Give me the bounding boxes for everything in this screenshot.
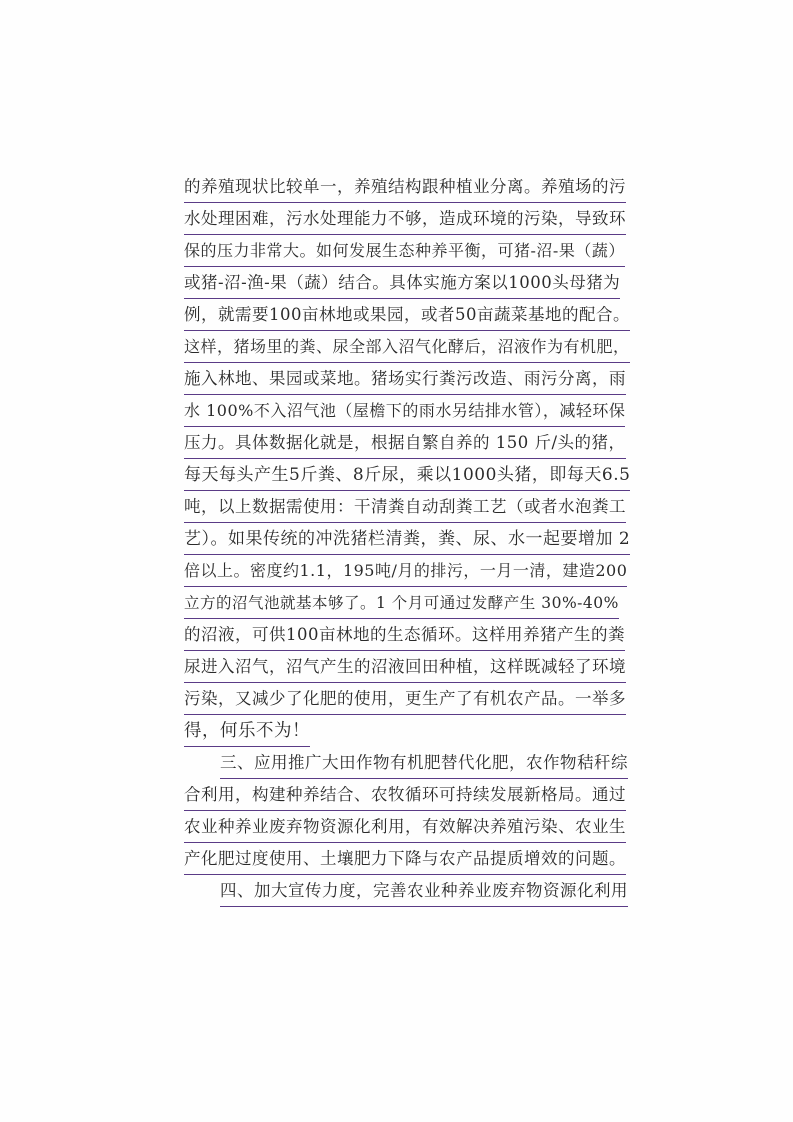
text-line xyxy=(184,811,624,843)
text-line xyxy=(184,715,624,747)
line-text: 产化肥过度使用、土壤肥力下降与农产品提质增效的问题。 xyxy=(184,845,626,875)
text-line xyxy=(184,459,631,491)
text-line xyxy=(184,363,624,395)
line-text: 农业种养业废弃物资源化利用，有效解决养殖污染、农业生 xyxy=(184,813,626,843)
line-text: 倍以上。密度约1.1，195吨/月的排污，一月一清，建造200 xyxy=(184,557,627,587)
line-text: 或猪-沼-渔-果（蔬）结合。具体实施方案以1000头母猪为 xyxy=(184,269,620,299)
text-line xyxy=(184,651,624,683)
line-text: 例，就需要100亩林地或果园，或者50亩蔬菜基地的配合。 xyxy=(184,301,630,331)
text-line xyxy=(184,779,624,811)
section-heading-line xyxy=(184,747,628,779)
line-text: 尿进入沼气，沼气产生的沼液回田种植，这样既减轻了环境 xyxy=(184,653,626,683)
text-line xyxy=(184,203,624,235)
text-line xyxy=(184,619,624,651)
line-text: 这样，猪场里的粪、尿全部入沼气化酵后，沼液作为有机肥， xyxy=(184,333,630,363)
section-heading-line xyxy=(184,875,628,907)
line-text: 艺）。如果传统的冲洗猪栏清粪，粪、尿、水一起要增加 2 xyxy=(184,525,630,555)
line-text: 合利用，构建种养结合、农牧循环可持续发展新格局。通过 xyxy=(184,781,626,811)
text-line xyxy=(184,395,624,427)
line-text: 的养殖现状比较单一，养殖结构跟种植业分离。养殖场的污 xyxy=(184,173,626,203)
text-line xyxy=(184,427,624,459)
line-text: 水处理困难，污水处理能力不够，造成环境的污染，导致环 xyxy=(184,205,626,235)
line-text: 吨，以上数据需使用：干清粪自动刮粪工艺（或者水泡粪工 xyxy=(184,493,626,523)
text-line xyxy=(184,331,630,363)
text-line xyxy=(184,683,624,715)
text-line xyxy=(184,491,624,523)
line-text: 的沼液，可供100亩林地的生态循环。这样用养猪产生的粪 xyxy=(184,621,625,651)
text-line xyxy=(184,587,624,619)
body-text xyxy=(184,171,631,907)
text-line xyxy=(184,235,624,267)
text-line xyxy=(184,523,631,555)
line-text: 得，何乐不为！ xyxy=(184,717,310,747)
line-text: 压力。具体数据化就是，根据自繁自养的 150 斤/头的猪， xyxy=(184,429,626,459)
line-text: 保的压力非常大。如何发展生态种养平衡，可猪-沼-果（蔬） xyxy=(184,237,625,267)
text-line xyxy=(184,171,624,203)
line-text: 每天每头产生5斤粪、8斤尿，乘以1000头猪，即每天6.5 xyxy=(184,461,630,491)
line-text: 立方的沼气池就基本够了。1 个月可通过发酵产生 30%-40% xyxy=(184,589,619,619)
text-line xyxy=(184,299,630,331)
line-text: 四、加大宣传力度，完善农业种养业废弃物资源化利用 xyxy=(220,877,628,907)
text-line xyxy=(184,555,628,587)
text-line xyxy=(184,843,624,875)
text-line xyxy=(184,267,624,299)
line-text: 施入林地、果园或菜地。猪场实行粪污改造、雨污分离，雨 xyxy=(184,365,626,395)
line-text: 水 100%不入沼气池（屋檐下的雨水另结排水管），减轻环保 xyxy=(184,397,625,427)
line-text: 三、应用推广大田作物有机肥替代化肥，农作物秸秆综 xyxy=(220,749,628,779)
line-text: 污染，又减少了化肥的使用，更生产了有机农产品。一举多 xyxy=(184,685,626,715)
